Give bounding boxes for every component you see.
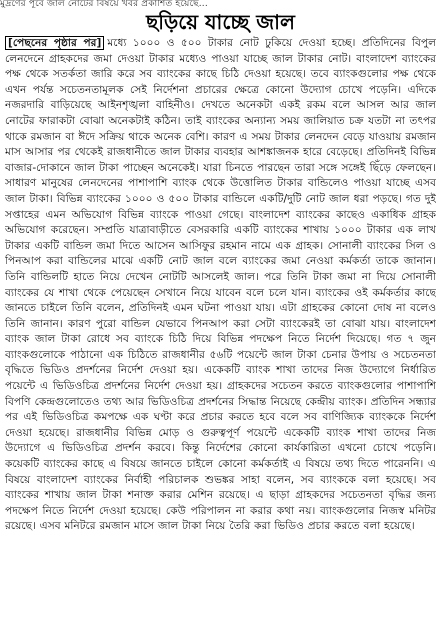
article-text: মধ্যে ১০০০ ও ৫০০ টাকার নোট ঢুকিয়ে দেওয়া হচ্ছে। প্রতিদিনের বিপুল লেনদেনে গ্রাহকদের জমা দেওয়া টাকার মধ্যেও পাওয়া যাচ্ছে জাল টাকার নোট। বাংলাদেশ ব্যাংকের পক্ষ থেকে সতর্কতা জারি করে সব ব্যাংকের কাছে চিঠি দেওয়া হয়েছে। তবে ব্যাংকগুলোর পক্ষ থেকে এখন পর্যন্ত সচেতনতামূলক সেই নির্দেশনা প্রচারের ক্ষেত্রে কোনো উদ্যোগ চোখে পড়েনি। এদিকে নজরদারি বাড়িয়েছে আইনশৃঙ্খলা বাহিনীও। দেখতে অনেকটা একই রকম বলে আসল আর জাল নোটের ফারাকটা বোঝা অনেকটাই কঠিন। তাই ব্যাংকের অন্যান্য সময় জালিয়াত চক্র যতটা না তৎপর থাকে রমজান বা ঈদে সক্রিয় থাকে অনেক বেশি। কারণ এ সময় টাকার লেনদেন বেড়ে যাওয়ায় রমজান মাস আসার পর থেকেই রাজধানীতে জাল টাকার ব্যবহার আশঙ্কাজনক হারে বেড়েছে। প্রতিদিনই বিভিন্ন বাজার-দোকানে জাল টাকা পাচ্ছেন অনেকেই। যারা চিনতে পারছেন তারা সঙ্গে সঙ্গেই ছিঁড়ে ফেলছেন। সাধারণ মানুষের লেনদেনের পাশাপাশি ব্যাংক থেকে উত্তোলিত টাকার বান্ডিলেও পাওয়া যাচ্ছে এসব জাল টাকা। বিভিন্ন ব্যাংকের ১০০০ ও ৫০০ টাকার বান্ডিলে একটি/দুটি নোট জাল ধরা পড়ছে। গত দুই সপ্তাহের এমন অভিযোগ বিভিন্ন ব্যাংকে পাওয়া গেছে। বাংলাদেশ ব্যাংকের কাছেও একাধিক গ্রাহক অভিযোগ করেছেন। সম্প্রতি যাত্রাবাড়ীতে বেসরকারি একটি ব্যাংকের শাখায় ১০০০ টাকার এক লাখ টাকার একটি বান্ডিল জমা দিতে আসেন আসিফুর রহমান নামে এক গ্রাহক। সোনালী ব্যাংকের সিল ও পিনআপ করা বান্ডিলের মাঝে একটি নোট জাল বলে ব্যাংকের জমা নেওয়া কর্মকর্তা তাকে জানান। তিনি বান্ডিলটি হাতে নিয়ে দেখেন নোটটি আসলেই জাল। পরে তিনি টাকা জমা না দিয়ে সোনালী ব্যাংকের যে শাখা থেকে পেয়েছেন সেখানে নিয়ে যাবেন বলে চলে যান। ব্যাংকের ওই কর্মকর্তার কাছে জানতে চাইলে তিনি বলেন, প্রতিদিনই এমন ঘটনা পাওয়া যায়। এটা গ্রাহকের কোনো দোষ না বলেও তিনি জানান। কারণ পুরো বান্ডিল যেভাবে পিনআপ করা সেটা ব্যাংকেরই তা বোঝা যায়। বাংলাদেশ ব্যাংক জাল টাকা রোধে সব ব্যাংকে চিঠি দিয়ে বিভিন্ন পদক্ষেপ নিতে নির্দেশ দিয়েছে। গত ৭ জুন ব্যাংকগুলোকে পাঠানো এক চিঠিতে রাজধানীর ৫৬টি পয়েন্টে জাল টাকা চেনার উপায় ও সচেতনতা বৃদ্ধিতে ভিডিও প্রদর্শনের নির্দেশ দেওয়া হয়। একেকটি ব্যাংক শাখা তাদের নিজ উদ্যোগে নির্ধারিত পয়েন্টে এ ভিডিওচিত্র প্রদর্শনের নির্দেশ দেওয়া হয়। গ্রাহকদের সচেতন করতে ব্যাংকগুলোর পাশাপাশি বিপণি কেন্দ্রগুলোতেও তথ্য আর ভিডিওচিত্র প্রদর্শনের সিদ্ধান্ত নিয়েছে কেন্দ্রীয় ব্যাংক। প্রতিদিন সন্ধ্যার পর এই ভিডিওচিত্র কমপক্ষে এক ঘণ্টা করে প্রচার করতে হবে বলে সব বাণিজ্যিক ব্যাংককে নির্দেশ দেওয়া হয়েছে। রাজধানীর বিভিন্ন মোড় ও গুরুত্বপূর্ণ পয়েন্টে একেকটি ব্যাংক শাখা তাদের নিজ উদ্যোগে এ ভিডিওচিত্র প্রদর্শন করবে। কিন্তু নির্দেশের কোনো কার্যকারিতা এখনো চোখে পড়েনি। কয়েকটি ব্যাংকের কাছে এ বিষয়ে জানতে চাইলে কোনো কর্মকর্তাই এ বিষয়ে তথ্য দিতে পারেননি। এ বিষয়ে বাংলাদেশ ব্যাংকের নির্বাহী পরিচালক শুভঙ্কর সাহা বলেন, সব ব্যাংককে বলা হয়েছে। সব ব্যাংকের শাখায় জাল টাকা শনাক্ত করার মেশিন রয়েছে। এ ছাড়া গ্রাহকদের সচেতনতা বৃদ্ধির জন্য পদক্ষেপ নিতে নির্দেশ দেওয়া হয়েছে। কেউ পরিপালন না করার কথা নয়। ব্যাংকগুলোর নিজস্ব মনিটর রয়েছে। এসব মনিটরে রমজান মাসে জাল টাকা নিয়ে তৈরি করা ভিডিও প্রচার করতে বলা হয়েছে।	[5, 37, 436, 533]
previous-article-strip: মুদ্রণের পূর্বে জাল নোটের বিষয়ে খবর প্রকাশিত হয়েছে...	[0, 0, 208, 8]
article-body	[5, 36, 436, 624]
headline: ছড়িয়ে যাচ্ছে জাল	[146, 10, 295, 34]
continuation-tag: [পেছনের পৃষ্ঠার পর]	[5, 36, 104, 50]
